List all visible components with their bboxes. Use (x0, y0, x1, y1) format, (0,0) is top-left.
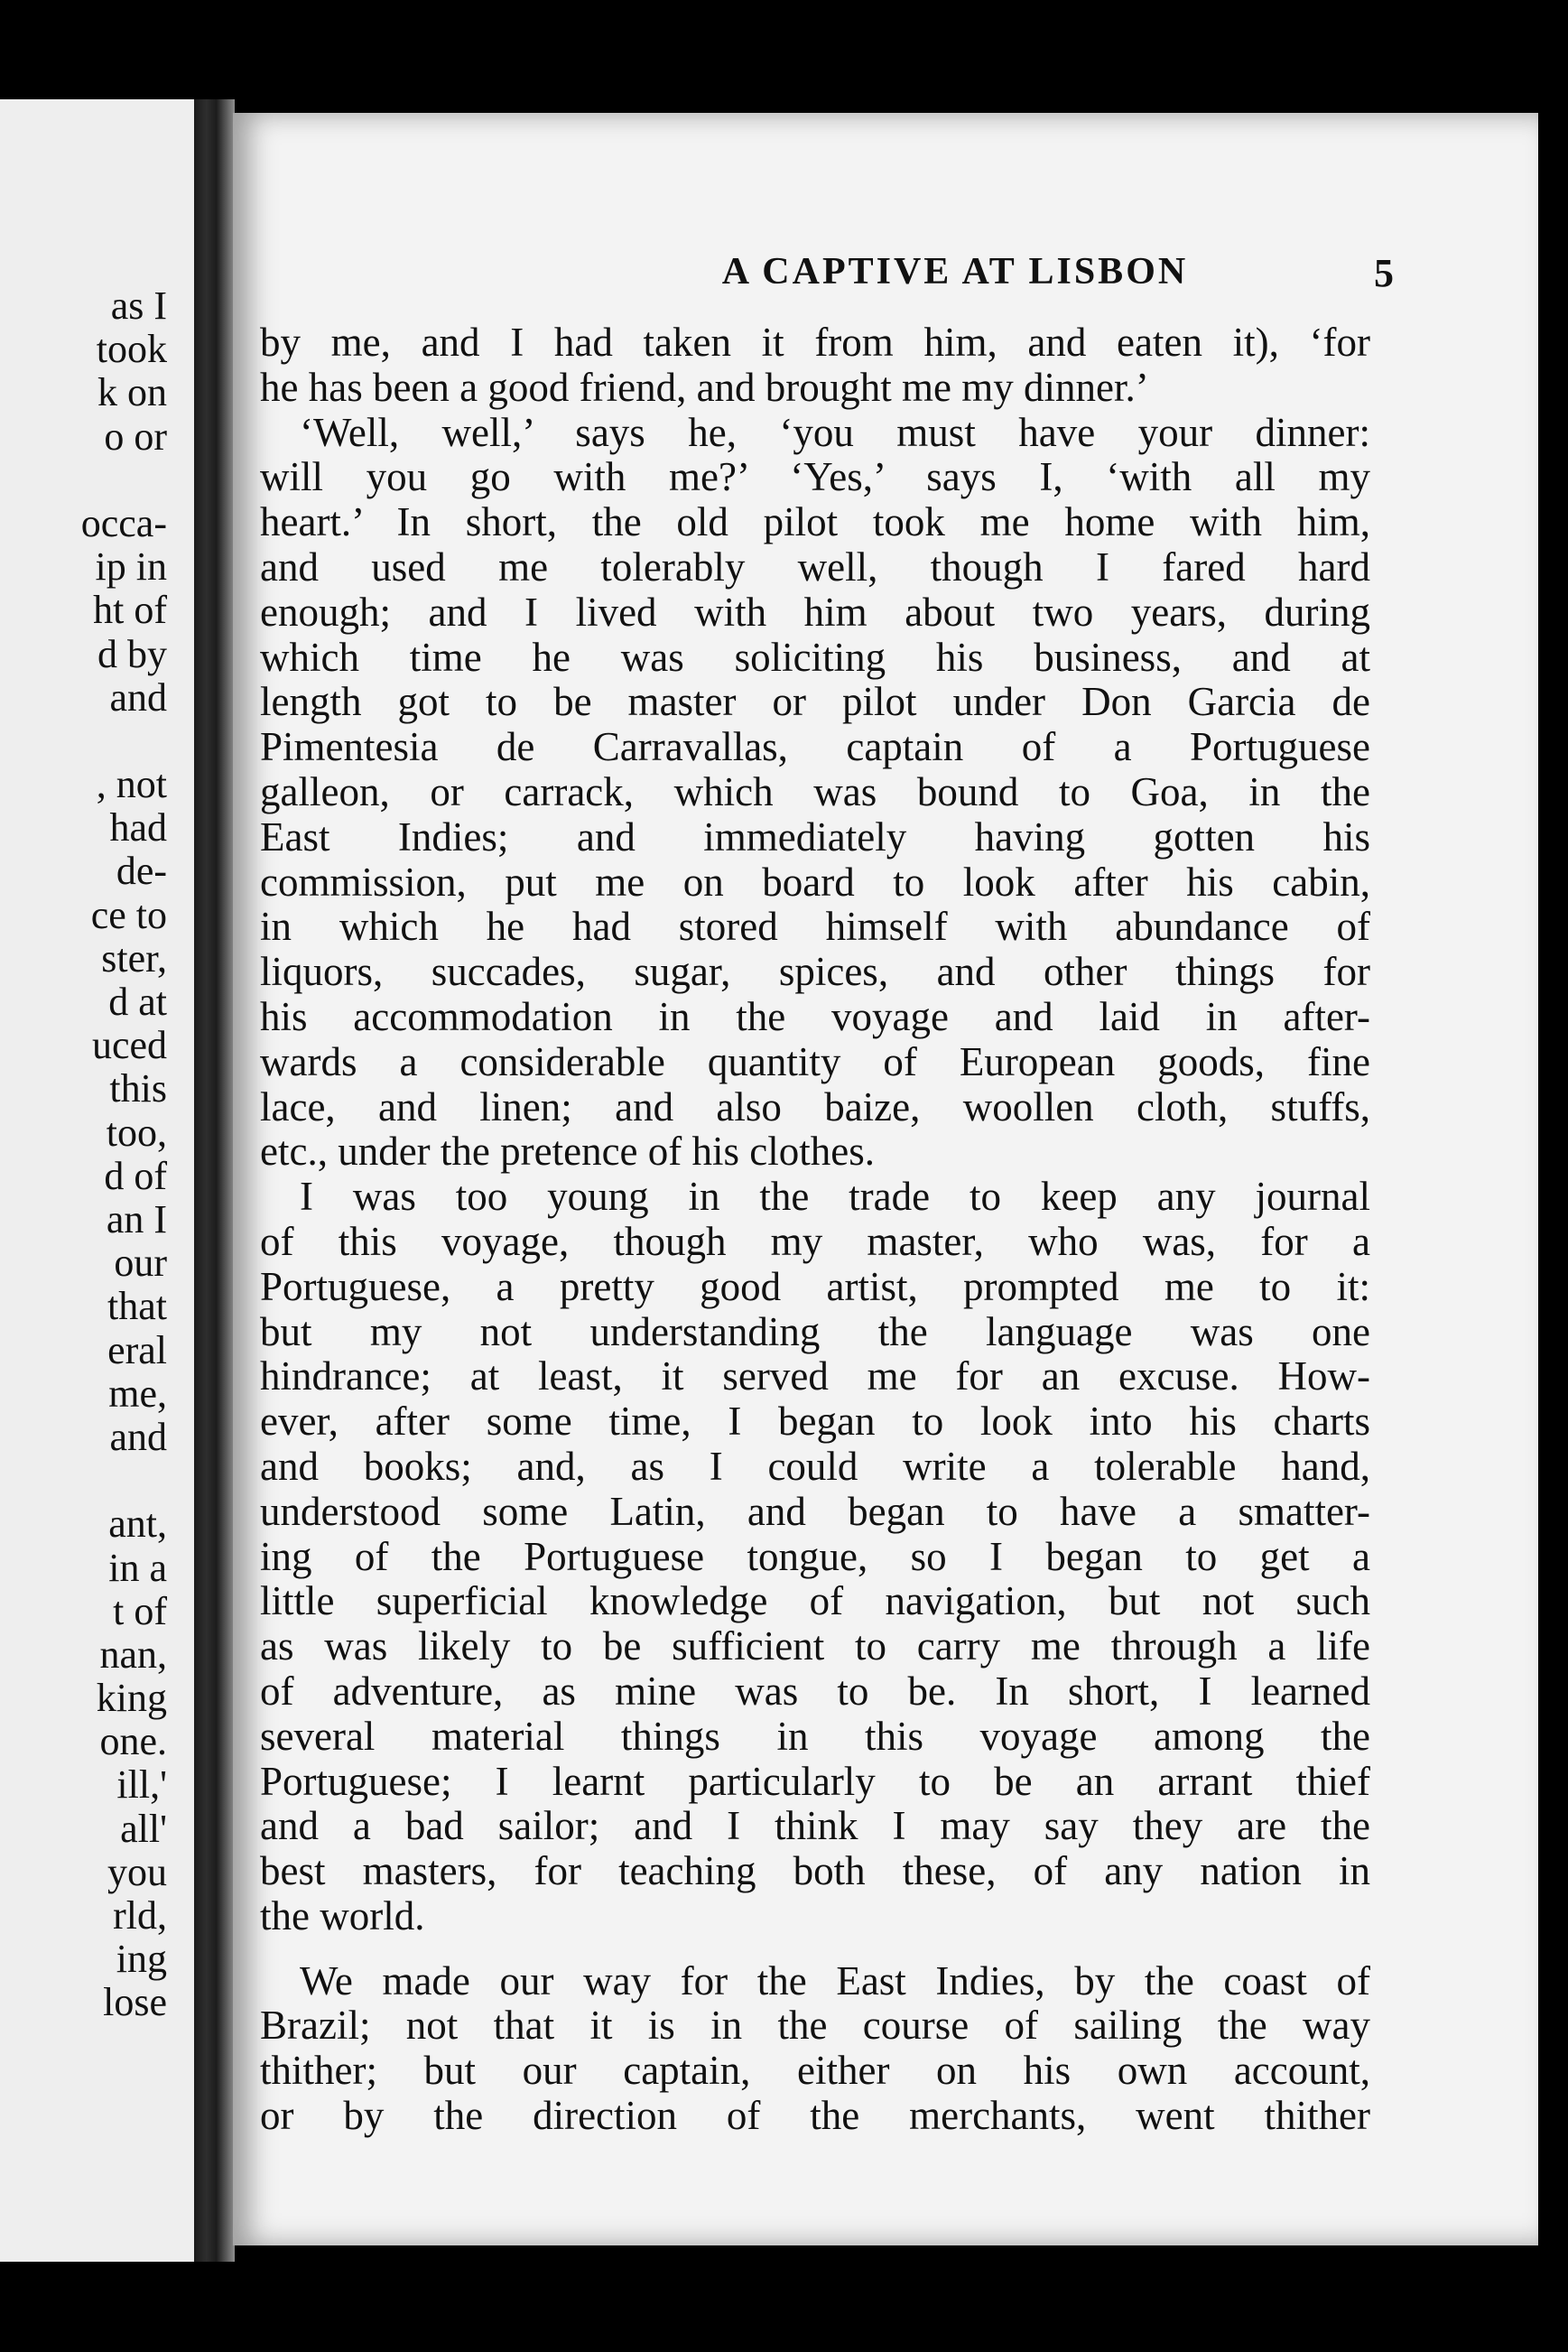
text-line: ever, after some time, I began to look into his charts (260, 1399, 1370, 1445)
facing-page-fragment: all' (120, 1806, 167, 1851)
text-line: he has been a good friend, and brought me my dinner.’ (260, 364, 1149, 410)
text-line: and a bad sailor; and I think I may say they are the (260, 1803, 1370, 1849)
text-line: of this voyage, though my master, who was, for a (260, 1218, 1370, 1264)
facing-page-fragment: rld, (113, 1893, 167, 1938)
text-line: which time he was soliciting his business, and at (260, 634, 1370, 680)
facing-page-fragment: king (96, 1676, 167, 1721)
facing-page-fragment: had (109, 805, 167, 851)
facing-page-fragment: ster, (101, 935, 167, 981)
page-number: 5 (1374, 251, 1394, 295)
facing-page-fragment: that (107, 1284, 167, 1329)
text-line: little superficial knowledge of navigation, but not such (260, 1578, 1370, 1624)
text-line: East Indies; and immediately having gotten his (260, 813, 1370, 860)
body-text (260, 321, 1370, 2153)
facing-page-fragment: too, (106, 1110, 167, 1155)
text-line: by me, and I had taken it from him, and eaten it), ‘for (260, 321, 1370, 365)
text-line: We made our way for the East Indies, by the coast of (300, 1957, 1370, 2003)
text-line: several material things in this voyage among the (260, 1713, 1370, 1759)
text-line: but my not understanding the language was one (260, 1308, 1370, 1354)
facing-page-fragment: d by (97, 631, 167, 676)
facing-page-fragment: our (114, 1241, 167, 1286)
book-page (233, 113, 1538, 2245)
text-line: liquors, succades, sugar, spices, and other things for (260, 949, 1370, 995)
text-line: commission, put me on board to look after his cabin, (260, 859, 1370, 905)
text-line: wards a considerable quantity of European goods, fine (260, 1038, 1370, 1084)
text-line: will you go with me?’ ‘Yes,’ says I, ‘with all my (260, 454, 1370, 500)
facing-page-fragment: ht of (93, 588, 167, 633)
facing-page-fragment: an I (106, 1196, 167, 1241)
text-line: and used me tolerably well, though I fared hard (260, 544, 1370, 590)
text-line: his accommodation in the voyage and laid in after- (260, 993, 1370, 1039)
facing-page-fragment: in a (108, 1545, 167, 1590)
facing-page-fragment: and (109, 1414, 167, 1459)
facing-page-fragment: and (109, 674, 167, 720)
text-line: Portuguese, a pretty good artist, prompted me to it: (260, 1263, 1370, 1309)
facing-page-fragment: ant, (108, 1501, 167, 1547)
text-line: Brazil; not that it is in the course of sailing the way (260, 2003, 1370, 2049)
page-header (233, 250, 1538, 304)
facing-page-fragment: ce to (90, 892, 167, 937)
facing-page-fragment: o or (104, 414, 167, 459)
text-line: in which he had stored himself with abundance of (260, 904, 1370, 950)
running-head: A CAPTIVE AT LISBON (721, 251, 1189, 293)
text-line: Pimentesia de Carravallas, captain of a Portuguese (260, 724, 1370, 770)
facing-page-fragment: uced (91, 1023, 167, 1068)
facing-page-fragment: eral (107, 1327, 167, 1372)
facing-page-fragment: d of (104, 1153, 167, 1198)
text-line: hindrance; at least, it served me for an excuse. How- (260, 1353, 1370, 1399)
text-line: ‘Well, well,’ says he, ‘you must have your dinner: (300, 409, 1370, 455)
text-line: and books; and, as I could write a tolerable hand, (260, 1443, 1370, 1489)
facing-page-fragment: as I (110, 284, 167, 328)
facing-page-edge (0, 99, 194, 2262)
facing-page-fragment: this (109, 1066, 167, 1111)
facing-page-fragment: one. (99, 1719, 167, 1764)
text-line: length got to be master or pilot under Don Garcia de (260, 679, 1370, 725)
facing-page-fragment: d at (108, 980, 167, 1025)
facing-page-fragment: me, (108, 1371, 167, 1416)
text-line: lace, and linen; and also baize, woollen cloth, stuffs, (260, 1083, 1370, 1130)
text-line: understood some Latin, and began to have a smatter- (260, 1488, 1370, 1534)
facing-page-fragment: de- (116, 849, 167, 894)
text-line: galleon, or carrack, which was bound to Goa, in the (260, 768, 1370, 814)
text-line: the world. (260, 1892, 425, 1938)
text-line: as was likely to be sufficient to carry me through a life (260, 1623, 1370, 1669)
facing-page-fragment: t of (113, 1588, 167, 1633)
facing-page-fragment: occa- (80, 500, 167, 545)
facing-page-fragment: ip in (95, 544, 167, 590)
text-line: of adventure, as mine was to be. In short, I learned (260, 1668, 1370, 1714)
paragraph-gap (260, 1939, 1370, 1959)
text-line: etc., under the pretence of his clothes. (260, 1129, 875, 1175)
facing-page-fragment: ing (116, 1937, 167, 1982)
text-line: best masters, for teaching both these, of any nation in (260, 1848, 1370, 1894)
text-line: thither; but our captain, either on his own account, (260, 2048, 1370, 2094)
facing-page-fragment: nan, (99, 1632, 167, 1677)
text-line: or by the direction of the merchants, went thither (260, 2093, 1370, 2139)
book-gutter (194, 99, 235, 2262)
text-line: heart.’ In short, the old pilot took me home with him, (260, 499, 1370, 545)
facing-page-fragment: k on (97, 370, 167, 415)
facing-page-fragment: , not (96, 762, 167, 807)
facing-page-fragment: ill,' (116, 1762, 167, 1808)
text-line: I was too young in the trade to keep any journal (300, 1174, 1370, 1220)
facing-page-fragment: took (96, 327, 167, 372)
facing-page-fragment: you (107, 1849, 167, 1894)
text-line: ing of the Portuguese tongue, so I began to get a (260, 1533, 1370, 1579)
text-line: Portuguese; I learnt particularly to be an arrant thief (260, 1758, 1370, 1804)
text-line: enough; and I lived with him about two years, during (260, 589, 1370, 635)
facing-page-fragment: lose (103, 1980, 167, 2025)
